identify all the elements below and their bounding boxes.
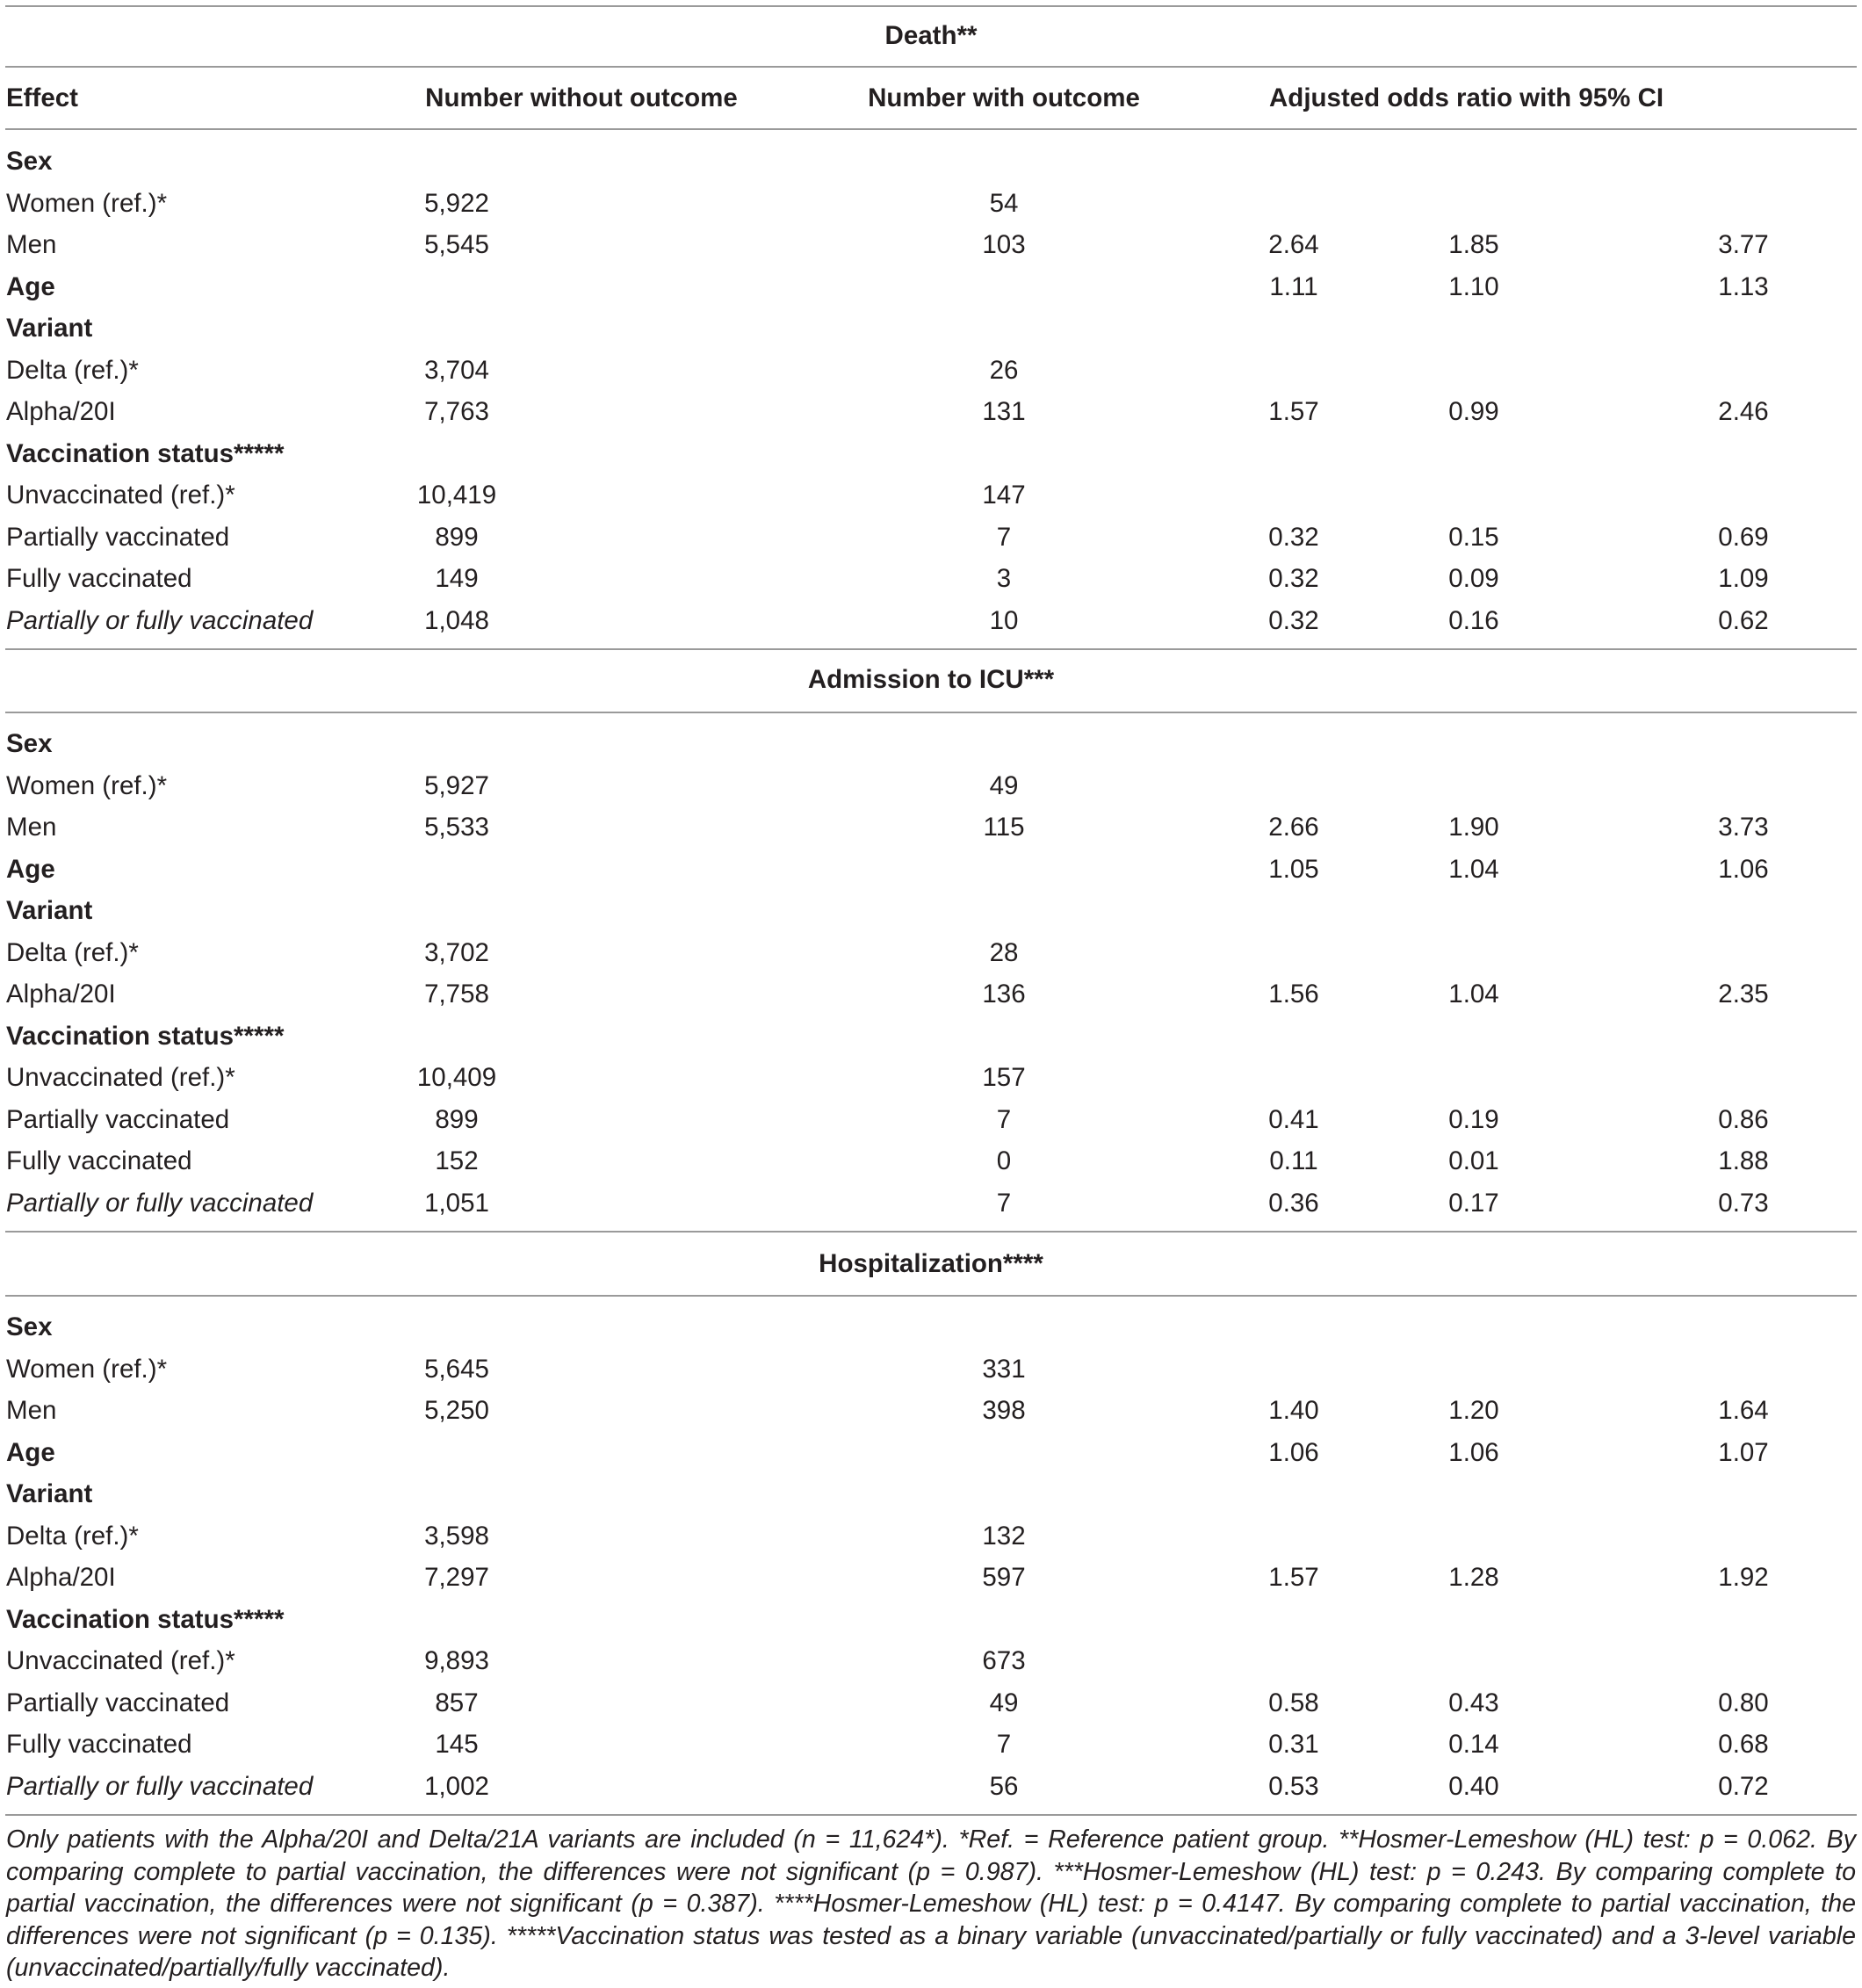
ci-lower xyxy=(1417,474,1531,516)
table-row xyxy=(0,1140,1862,1182)
row-label: Partially or fully vaccinated xyxy=(6,1771,314,1801)
adjusted-odds-ratio xyxy=(1237,1473,1351,1514)
number-with-outcome xyxy=(878,1432,1129,1473)
number-without-outcome: 9,893 xyxy=(424,1646,489,1675)
ci-lower: 0.14 xyxy=(1448,1730,1499,1759)
number-with-outcome: 115 xyxy=(983,813,1025,842)
ci-upper xyxy=(1686,1599,1801,1640)
row-label: Women (ref.)* xyxy=(6,188,168,218)
number-with-outcome: 10 xyxy=(989,605,1019,635)
section-hosp-top-rule xyxy=(5,1231,1857,1233)
table-row xyxy=(0,307,1862,349)
row-label: Men xyxy=(6,1396,57,1425)
ci-lower xyxy=(1417,1306,1531,1348)
ci-lower xyxy=(1417,765,1531,806)
ci-lower: 1.04 xyxy=(1448,854,1499,884)
number-with-outcome xyxy=(878,307,1129,349)
ci-upper: 1.88 xyxy=(1718,1146,1769,1175)
ci-upper xyxy=(1686,1348,1801,1390)
adjusted-odds-ratio: 1.57 xyxy=(1268,1563,1319,1592)
number-without-outcome xyxy=(331,1306,582,1348)
ci-upper: 0.72 xyxy=(1718,1771,1769,1801)
table-bottom-rule xyxy=(5,1814,1857,1816)
ci-upper: 0.68 xyxy=(1718,1730,1769,1759)
ci-lower xyxy=(1417,1473,1531,1514)
number-without-outcome: 149 xyxy=(435,564,479,593)
number-with-outcome: 54 xyxy=(989,188,1019,218)
table-row xyxy=(0,1473,1862,1514)
ci-upper: 0.80 xyxy=(1718,1688,1769,1717)
adjusted-odds-ratio: 0.58 xyxy=(1268,1688,1319,1717)
number-without-outcome: 1,002 xyxy=(424,1771,489,1801)
number-without-outcome xyxy=(331,1473,582,1514)
number-with-outcome: 49 xyxy=(989,770,1019,800)
row-label: Vaccination status***** xyxy=(6,1604,285,1634)
ci-upper: 3.73 xyxy=(1718,813,1769,842)
table-row xyxy=(0,1348,1862,1390)
table-row xyxy=(0,765,1862,806)
number-with-outcome: 26 xyxy=(989,355,1019,385)
table-row xyxy=(0,890,1862,931)
ci-lower: 0.99 xyxy=(1448,397,1499,426)
number-with-outcome xyxy=(878,1306,1129,1348)
adjusted-odds-ratio: 1.40 xyxy=(1268,1396,1319,1425)
table-top-rule xyxy=(5,5,1857,7)
row-label: Sex xyxy=(6,147,53,176)
ci-upper: 1.07 xyxy=(1718,1437,1769,1467)
ci-lower xyxy=(1417,932,1531,973)
row-label: Age xyxy=(6,854,55,884)
ci-upper xyxy=(1686,932,1801,973)
table-row xyxy=(0,1724,1862,1765)
row-label: Unvaccinated (ref.)* xyxy=(6,1646,235,1675)
number-without-outcome: 5,250 xyxy=(424,1396,489,1425)
adjusted-odds-ratio xyxy=(1237,1057,1351,1098)
adjusted-odds-ratio xyxy=(1237,1016,1351,1057)
ci-upper xyxy=(1686,723,1801,764)
table-row xyxy=(0,1390,1862,1431)
table-row xyxy=(0,1766,1862,1807)
adjusted-odds-ratio xyxy=(1237,765,1351,806)
adjusted-odds-ratio xyxy=(1237,1306,1351,1348)
table-row xyxy=(0,1599,1862,1640)
ci-lower xyxy=(1417,1016,1531,1057)
number-without-outcome: 899 xyxy=(435,522,479,552)
ci-upper xyxy=(1686,350,1801,391)
number-with-outcome: 673 xyxy=(982,1646,1026,1675)
row-label: Vaccination status***** xyxy=(6,438,285,468)
number-without-outcome xyxy=(331,1016,582,1057)
row-label: Men xyxy=(6,230,57,259)
table-row xyxy=(0,266,1862,307)
table-row xyxy=(0,1099,1862,1140)
ci-upper: 1.92 xyxy=(1718,1563,1769,1592)
number-with-outcome xyxy=(878,890,1129,931)
ci-upper: 3.77 xyxy=(1718,230,1769,259)
ci-lower: 0.17 xyxy=(1448,1188,1499,1218)
ci-lower: 0.19 xyxy=(1448,1104,1499,1134)
table-row xyxy=(0,141,1862,182)
row-label: Delta (ref.)* xyxy=(6,355,139,385)
table-row xyxy=(0,183,1862,224)
ci-lower xyxy=(1417,350,1531,391)
row-label: Delta (ref.)* xyxy=(6,937,139,967)
section-death-title-row xyxy=(0,15,1862,56)
adjusted-odds-ratio xyxy=(1237,350,1351,391)
ci-upper xyxy=(1686,890,1801,931)
number-with-outcome: 28 xyxy=(989,937,1019,967)
adjusted-odds-ratio: 0.11 xyxy=(1269,1146,1318,1175)
adjusted-odds-ratio xyxy=(1237,932,1351,973)
number-without-outcome: 5,645 xyxy=(424,1354,489,1384)
row-label: Age xyxy=(6,1437,55,1467)
adjusted-odds-ratio xyxy=(1237,1515,1351,1557)
number-without-outcome: 5,927 xyxy=(424,770,489,800)
number-without-outcome: 1,051 xyxy=(424,1188,489,1218)
column-header-row xyxy=(0,77,1862,119)
number-with-outcome: 136 xyxy=(982,980,1026,1008)
number-with-outcome: 157 xyxy=(982,1063,1026,1092)
ci-upper: 0.86 xyxy=(1718,1104,1769,1134)
number-without-outcome: 1,048 xyxy=(424,605,489,635)
ci-lower: 1.85 xyxy=(1448,230,1499,259)
number-without-outcome: 3,704 xyxy=(424,355,489,385)
ci-lower xyxy=(1417,433,1531,474)
table-row xyxy=(0,806,1862,848)
section-icu-top-rule xyxy=(5,648,1857,650)
header-number-without-outcome: Number without outcome xyxy=(425,83,738,112)
ci-lower xyxy=(1417,1515,1531,1557)
section-hosp-title-row xyxy=(0,1243,1862,1284)
ci-upper: 2.35 xyxy=(1718,980,1769,1008)
number-without-outcome: 10,409 xyxy=(416,1063,497,1092)
number-with-outcome xyxy=(878,1599,1129,1640)
number-with-outcome: 103 xyxy=(982,230,1026,259)
number-without-outcome: 7,763 xyxy=(424,397,489,426)
adjusted-odds-ratio: 0.36 xyxy=(1268,1188,1319,1218)
row-label: Vaccination status***** xyxy=(6,1021,285,1051)
number-without-outcome: 899 xyxy=(435,1104,479,1134)
ci-lower: 1.06 xyxy=(1448,1437,1499,1467)
row-label: Age xyxy=(6,271,55,301)
number-with-outcome: 0 xyxy=(996,1146,1012,1175)
section-title: Admission to ICU*** xyxy=(807,665,1055,694)
number-with-outcome: 7 xyxy=(996,1188,1012,1218)
row-label: Variant xyxy=(6,314,93,343)
number-without-outcome: 145 xyxy=(435,1730,479,1759)
ci-lower: 1.10 xyxy=(1448,271,1499,301)
table-row xyxy=(0,1016,1862,1057)
table-row xyxy=(0,849,1862,890)
ci-lower: 1.90 xyxy=(1448,813,1499,842)
table-row xyxy=(0,558,1862,599)
ci-upper xyxy=(1686,765,1801,806)
row-label: Variant xyxy=(6,896,93,925)
number-without-outcome: 7,758 xyxy=(424,980,489,1008)
section-death-title-rule xyxy=(5,66,1857,68)
row-label: Partially vaccinated xyxy=(6,1104,230,1134)
ci-lower xyxy=(1417,1599,1531,1640)
table-row xyxy=(0,350,1862,391)
ci-lower xyxy=(1417,1640,1531,1681)
number-with-outcome xyxy=(878,1016,1129,1057)
adjusted-odds-ratio: 1.05 xyxy=(1268,854,1319,884)
ci-upper xyxy=(1686,433,1801,474)
row-label: Delta (ref.)* xyxy=(6,1521,139,1551)
ci-lower xyxy=(1417,890,1531,931)
ci-upper xyxy=(1686,183,1801,224)
table-row xyxy=(0,433,1862,474)
table-row xyxy=(0,1306,1862,1348)
adjusted-odds-ratio: 0.32 xyxy=(1268,564,1319,593)
number-with-outcome: 331 xyxy=(982,1354,1026,1384)
adjusted-odds-ratio: 2.64 xyxy=(1268,230,1319,259)
adjusted-odds-ratio xyxy=(1237,1599,1351,1640)
table-row xyxy=(0,1682,1862,1724)
section-title: Death** xyxy=(884,21,978,50)
column-header-rule xyxy=(5,128,1857,130)
number-with-outcome xyxy=(878,433,1129,474)
ci-upper xyxy=(1686,474,1801,516)
row-label: Alpha/20I xyxy=(6,397,116,426)
ci-lower: 0.01 xyxy=(1448,1146,1499,1175)
number-with-outcome: 131 xyxy=(982,397,1026,426)
number-without-outcome xyxy=(331,141,582,182)
ci-upper: 0.69 xyxy=(1718,522,1769,552)
adjusted-odds-ratio: 0.32 xyxy=(1268,522,1319,552)
section-icu-title-rule xyxy=(5,712,1857,713)
number-with-outcome: 7 xyxy=(996,1730,1012,1759)
adjusted-odds-ratio xyxy=(1237,723,1351,764)
ci-upper: 0.73 xyxy=(1718,1188,1769,1218)
row-label: Men xyxy=(6,813,57,842)
header-effect: Effect xyxy=(6,83,78,112)
row-label: Sex xyxy=(6,729,53,758)
number-with-outcome: 7 xyxy=(996,1104,1012,1134)
ci-upper xyxy=(1686,1306,1801,1348)
number-without-outcome: 5,922 xyxy=(424,188,489,218)
ci-lower xyxy=(1417,1057,1531,1098)
adjusted-odds-ratio: 1.11 xyxy=(1269,271,1318,301)
number-without-outcome: 5,545 xyxy=(424,230,489,259)
adjusted-odds-ratio xyxy=(1237,890,1351,931)
ci-upper xyxy=(1686,1057,1801,1098)
number-with-outcome: 56 xyxy=(989,1771,1019,1801)
row-label: Alpha/20I xyxy=(6,1563,116,1592)
number-without-outcome: 3,702 xyxy=(424,937,489,967)
row-label: Women (ref.)* xyxy=(6,770,168,800)
ci-lower: 1.04 xyxy=(1448,980,1499,1008)
ci-lower xyxy=(1417,141,1531,182)
number-without-outcome xyxy=(331,1432,582,1473)
row-label: Unvaccinated (ref.)* xyxy=(6,481,235,510)
number-with-outcome: 3 xyxy=(996,564,1012,593)
ci-upper xyxy=(1686,1016,1801,1057)
table-row xyxy=(0,600,1862,641)
row-label: Fully vaccinated xyxy=(6,1146,192,1175)
number-without-outcome xyxy=(331,307,582,349)
number-without-outcome xyxy=(331,723,582,764)
adjusted-odds-ratio: 1.06 xyxy=(1268,1437,1319,1467)
number-without-outcome: 857 xyxy=(435,1688,479,1717)
row-label: Partially or fully vaccinated xyxy=(6,1188,314,1218)
ci-upper xyxy=(1686,1473,1801,1514)
adjusted-odds-ratio xyxy=(1237,141,1351,182)
row-label: Partially vaccinated xyxy=(6,1688,230,1717)
number-with-outcome xyxy=(878,266,1129,307)
adjusted-odds-ratio: 0.41 xyxy=(1268,1104,1319,1134)
row-label: Partially vaccinated xyxy=(6,522,230,552)
adjusted-odds-ratio: 1.57 xyxy=(1268,397,1319,426)
adjusted-odds-ratio xyxy=(1237,474,1351,516)
ci-upper: 1.06 xyxy=(1718,854,1769,884)
number-without-outcome: 3,598 xyxy=(424,1521,489,1551)
ci-lower: 1.20 xyxy=(1448,1396,1499,1425)
ci-upper: 0.62 xyxy=(1718,605,1769,635)
number-without-outcome xyxy=(331,433,582,474)
adjusted-odds-ratio: 0.31 xyxy=(1268,1730,1319,1759)
table-row xyxy=(0,1432,1862,1473)
number-without-outcome: 5,533 xyxy=(424,813,489,842)
row-label: Fully vaccinated xyxy=(6,1730,192,1759)
ci-lower: 0.09 xyxy=(1448,564,1499,593)
ci-lower: 1.28 xyxy=(1448,1563,1499,1592)
number-without-outcome: 7,297 xyxy=(424,1563,489,1592)
table-footnote: Only patients with the Alpha/20I and Delta/21A variants are included (n = 11,624*). *Ref. = Reference patient group. **Hosmer-Lemeshow (HL) test: p = 0.062. By comparing complete to partial vaccination, the differences were not significant (p = 0.987). ***Hosmer-Lemeshow (HL) test: p = 0.243. By comparing complete to partial vaccination, the differences were not significant (p = 0.387). ****Hosmer-Lemeshow (HL) test: p = 0.4147. By comparing complete to partial vaccination, the differences were not significant (p = 0.135). *****Vaccination status was tested as a binary variable (unvaccinated/partially or fully vaccinated) and a 3-level variable (unvaccinated/partially/fully vaccinated). xyxy=(6,1825,1856,1982)
table-row xyxy=(0,932,1862,973)
ci-lower: 0.15 xyxy=(1448,522,1499,552)
ci-lower: 0.40 xyxy=(1448,1771,1499,1801)
table-row xyxy=(0,1182,1862,1224)
table-row xyxy=(0,1057,1862,1098)
number-with-outcome xyxy=(878,849,1129,890)
number-with-outcome xyxy=(878,1473,1129,1514)
adjusted-odds-ratio: 2.66 xyxy=(1268,813,1319,842)
adjusted-odds-ratio xyxy=(1237,1640,1351,1681)
number-with-outcome: 597 xyxy=(982,1563,1026,1592)
row-label: Variant xyxy=(6,1479,93,1508)
number-without-outcome xyxy=(331,890,582,931)
table-row xyxy=(0,1515,1862,1557)
number-without-outcome: 10,419 xyxy=(416,481,497,510)
table-row xyxy=(0,391,1862,432)
adjusted-odds-ratio xyxy=(1237,183,1351,224)
number-with-outcome xyxy=(878,723,1129,764)
header-number-with-outcome: Number with outcome xyxy=(868,83,1140,112)
row-label: Partially or fully vaccinated xyxy=(6,605,314,635)
ci-upper: 2.46 xyxy=(1718,397,1769,426)
header-adjusted-odds-ratio: Adjusted odds ratio with 95% CI xyxy=(1269,83,1664,112)
ci-lower xyxy=(1417,723,1531,764)
ci-upper xyxy=(1686,1640,1801,1681)
ci-upper xyxy=(1686,141,1801,182)
adjusted-odds-ratio: 0.53 xyxy=(1268,1771,1319,1801)
table-row xyxy=(0,1557,1862,1598)
adjusted-odds-ratio xyxy=(1237,307,1351,349)
ci-lower: 0.16 xyxy=(1448,605,1499,635)
number-without-outcome xyxy=(331,1599,582,1640)
row-label: Women (ref.)* xyxy=(6,1354,168,1384)
number-without-outcome xyxy=(331,849,582,890)
adjusted-odds-ratio: 0.32 xyxy=(1268,605,1319,635)
table-row xyxy=(0,723,1862,764)
number-without-outcome: 152 xyxy=(435,1146,479,1175)
table-row xyxy=(0,973,1862,1015)
ci-upper: 1.13 xyxy=(1718,271,1769,301)
row-label: Sex xyxy=(6,1312,53,1341)
ci-lower: 0.43 xyxy=(1448,1688,1499,1717)
table-row xyxy=(0,517,1862,558)
section-icu-title-row xyxy=(0,659,1862,700)
number-with-outcome: 7 xyxy=(996,522,1012,552)
adjusted-odds-ratio xyxy=(1237,1348,1351,1390)
table-row xyxy=(0,1640,1862,1681)
number-with-outcome: 398 xyxy=(982,1396,1026,1425)
ci-upper: 1.09 xyxy=(1718,564,1769,593)
number-with-outcome: 132 xyxy=(982,1521,1026,1551)
adjusted-odds-ratio xyxy=(1237,433,1351,474)
ci-lower xyxy=(1417,183,1531,224)
ci-upper xyxy=(1686,307,1801,349)
ci-upper xyxy=(1686,1515,1801,1557)
number-with-outcome xyxy=(878,141,1129,182)
row-label: Alpha/20I xyxy=(6,980,116,1008)
number-without-outcome xyxy=(331,266,582,307)
row-label: Unvaccinated (ref.)* xyxy=(6,1063,235,1092)
ci-upper: 1.64 xyxy=(1718,1396,1769,1425)
adjusted-odds-ratio: 1.56 xyxy=(1268,980,1319,1008)
section-title: Hospitalization**** xyxy=(819,1249,1043,1278)
table-row xyxy=(0,224,1862,265)
number-with-outcome: 147 xyxy=(982,481,1026,510)
table-row xyxy=(0,474,1862,516)
section-hosp-title-rule xyxy=(5,1295,1857,1297)
ci-lower xyxy=(1417,1348,1531,1390)
row-label: Fully vaccinated xyxy=(6,564,192,593)
ci-lower xyxy=(1417,307,1531,349)
number-with-outcome: 49 xyxy=(989,1688,1019,1717)
